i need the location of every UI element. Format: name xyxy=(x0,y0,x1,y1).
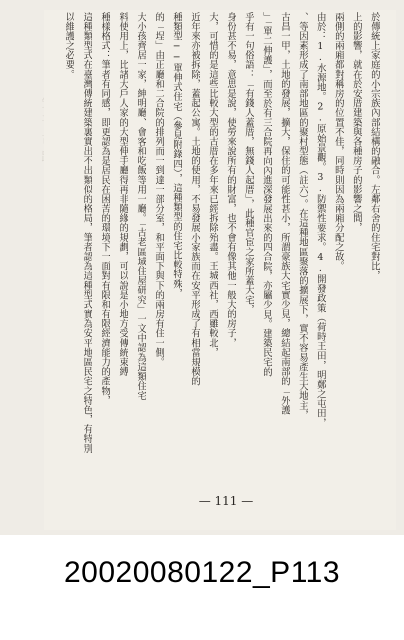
text-column: 兩側的兩廂都對稱房的位置不佳，同時則因為兩廂分配之故。 xyxy=(332,12,344,271)
text-column: 身份甚不易，意思是說，使勞來說所有的財富，也不會有像其他一般大的房子， xyxy=(225,12,237,348)
text-column: 料使用上，比諸大戶人家的大型伸手廳得再非隨緣的規劃，可以說是小地方受傳統束縛 xyxy=(117,12,129,377)
text-column: 近年來亦被拆除，蓋起公寓。土地的使用，不易發展小家族而在安平形成了有相當規模的 xyxy=(189,12,201,387)
page-number: — 111 — xyxy=(198,494,254,508)
text-column: 以維護之必要。 xyxy=(63,12,75,80)
text-column: 種類型──單伸式住宅（參見附錄四），這種類型的住宅比較特殊， xyxy=(171,12,183,299)
text-column: 上的影響，就在於安厝建築與各種房子的影響之間， xyxy=(350,12,362,233)
image-caption: 20020080122_P113 xyxy=(63,556,341,589)
vertical-text-block xyxy=(62,12,380,490)
text-column: 於傳統上家庭的小宗族內部結構的融合。左鄰右舍的住宅對比， xyxy=(368,12,380,281)
text-column: 古昌一甲，土地的發展，擴大，保住的可能性甚小，所謂豪族大宅實少見，總結起南部的「外護 xyxy=(278,12,290,415)
text-column: 」「單二伸護」，而至於有三合院再向內進深發展出來的四合院，亦屬少見。建築民宅的 xyxy=(260,12,272,377)
text-column: 大，可惜的是這些比較大型的古厝在多年來已經拆除殆盡。王城西社，西雖較北， xyxy=(207,12,219,358)
text-column: 乎有一句俗語：「有錢人蓋厝，無錢人起厝」，此種官宦之家所蓋大宅， xyxy=(242,12,254,315)
text-column: 這種類型式在臺灣傳統建築裏實出不出類似的格局，筆者認為這種型式實為安平地區民宅之特色，有特別 xyxy=(81,12,93,454)
text-column: 種樣格式：筆者有同感，即更認為是居民在困苦的環境下一面對有限和有限經濟能力的產物， xyxy=(99,12,111,406)
text-column: 大小孩齊居一家，紳明廳、會客和吃飯等用一廳。「古老區域住屋研究」一文中認為這類住宅 xyxy=(135,12,147,401)
text-column: 的「埕」由正廳和二合院的排列而一到達一部分室，和平面下與下的兩房有住一側。 xyxy=(153,12,165,367)
text-column: 、等因素形成了南部地區的聚村型態（註六）。在這種地區聚落的擴展下，實不容易產生大地主， xyxy=(296,12,308,420)
text-column: 由於：1.水源地。2.原始景觀。3.防禦性要求。4.開發政策（荷時王田，明鄭之屯田， xyxy=(314,12,326,428)
